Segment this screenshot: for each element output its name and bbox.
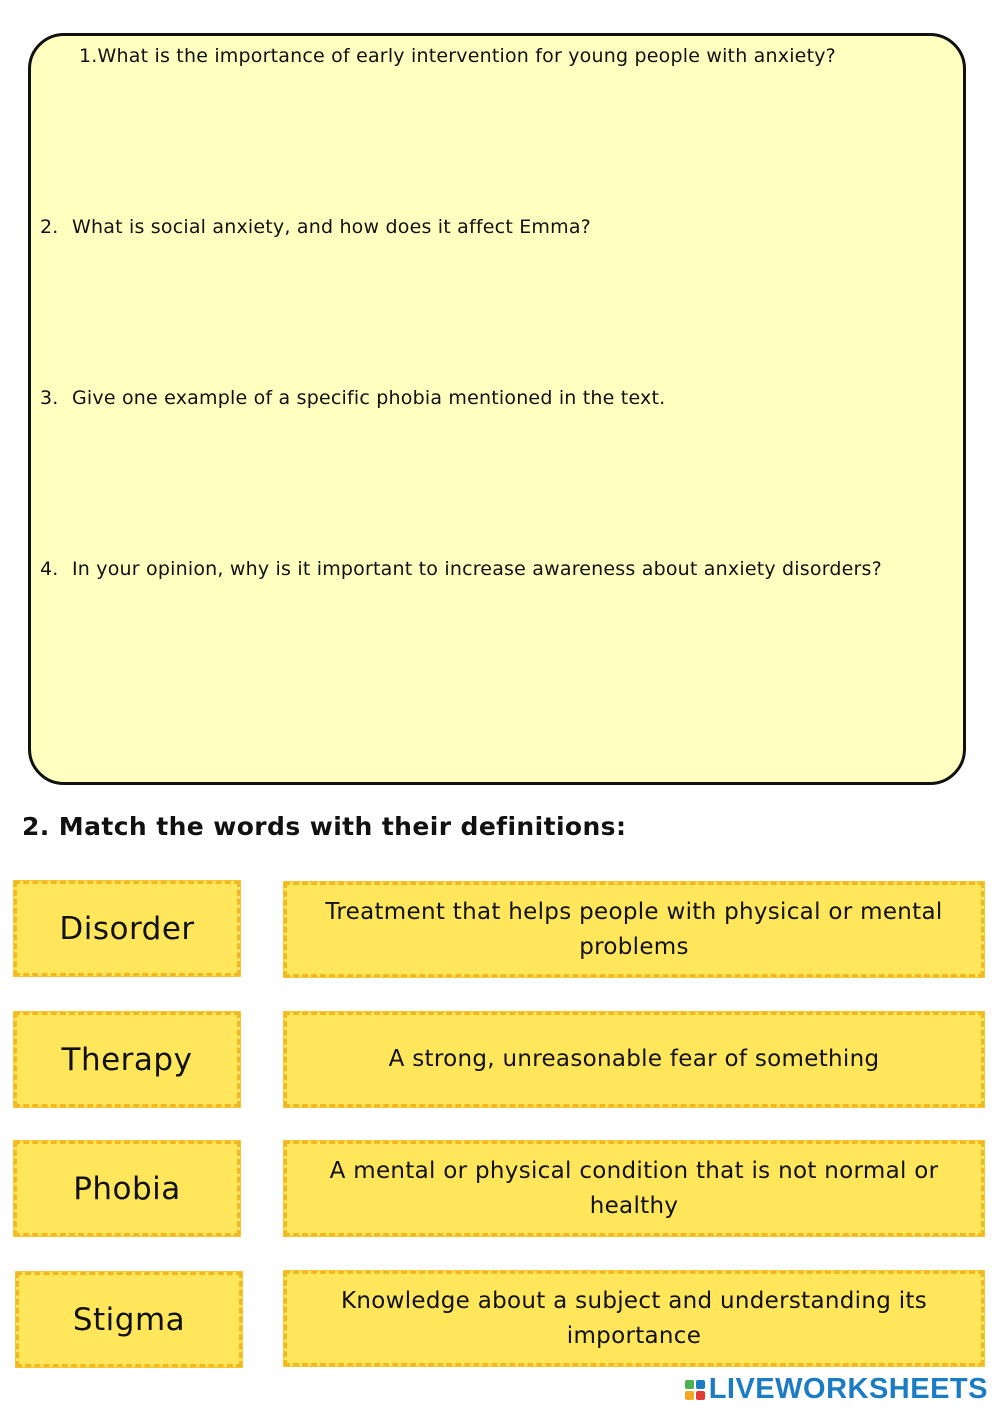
question-text: What is the importance of early intervention for young people with anxiety?: [97, 45, 836, 67]
question-number: 1.: [79, 45, 98, 67]
logo-square: [696, 1380, 705, 1389]
definition-card-2[interactable]: A strong, unreasonable fear of something: [284, 1012, 984, 1107]
definition-card-4[interactable]: Knowledge about a subject and understanding its importance: [284, 1271, 984, 1366]
question-number: 3.: [40, 387, 59, 409]
word-card-stigma[interactable]: Stigma: [16, 1272, 242, 1367]
logo-square: [685, 1380, 694, 1389]
definition-card-3[interactable]: A mental or physical condition that is not normal or healthy: [284, 1141, 984, 1236]
question-number: 4.: [40, 558, 59, 580]
word-card-disorder[interactable]: Disorder: [14, 881, 240, 976]
matching-heading: 2. Match the words with their definitions:: [22, 812, 627, 841]
logo-square: [685, 1391, 694, 1400]
liveworksheets-brand: [685, 1373, 988, 1406]
question-1: [79, 45, 836, 67]
questions-box: [28, 33, 966, 785]
question-text: What is social anxiety, and how does it affect Emma?: [72, 216, 591, 238]
question-text: In your opinion, why is it important to increase awareness about anxiety disorders?: [72, 558, 882, 580]
question-2: [40, 216, 591, 238]
word-card-therapy[interactable]: Therapy: [14, 1012, 240, 1107]
question-number: 2.: [40, 216, 59, 238]
logo-square: [696, 1391, 705, 1400]
brand-name: LIVEWORKSHEETS: [708, 1373, 988, 1405]
definition-card-1[interactable]: Treatment that helps people with physical or mental problems: [284, 882, 984, 977]
word-card-phobia[interactable]: Phobia: [14, 1141, 240, 1236]
question-text: Give one example of a specific phobia mentioned in the text.: [72, 387, 666, 409]
question-4: [40, 558, 882, 580]
liveworksheets-logo-icon: [685, 1380, 705, 1400]
question-3: [40, 387, 665, 409]
